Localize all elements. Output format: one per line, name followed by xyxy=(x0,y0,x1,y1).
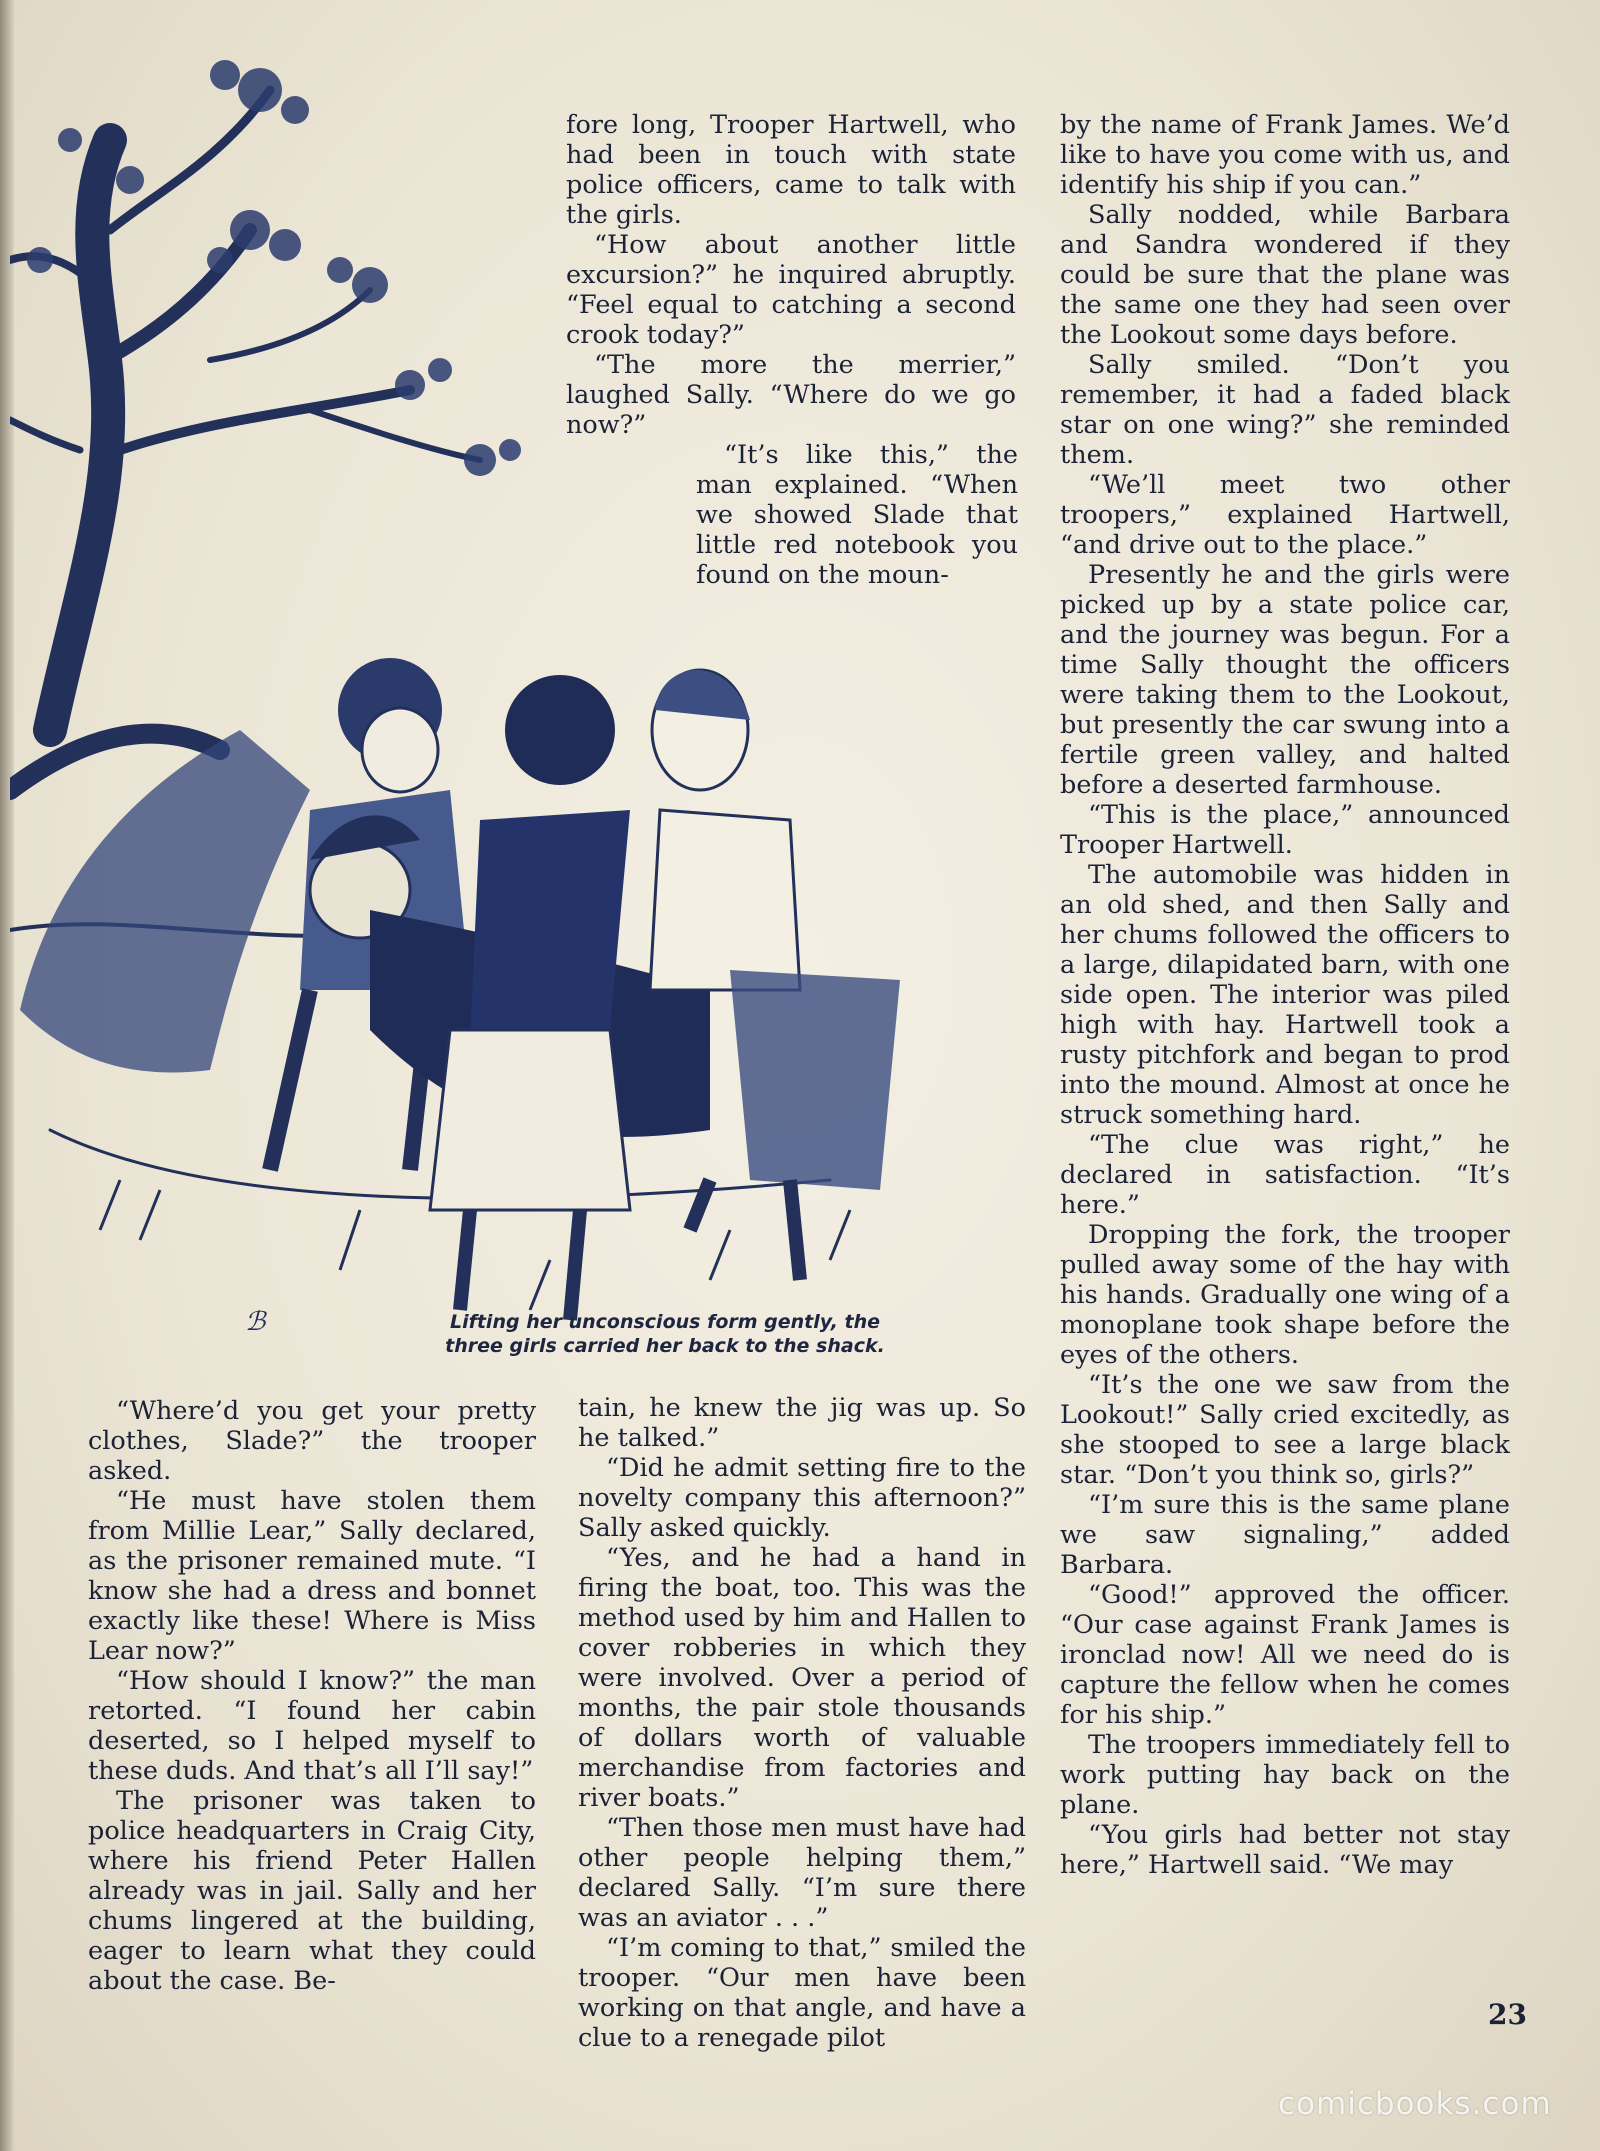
illustration-caption xyxy=(430,1310,900,1358)
paragraph: Sally smiled. “Don’t you remember, it had a faded black star on one wing?” she reminded them. xyxy=(1060,350,1510,470)
girls-figures xyxy=(270,658,900,1320)
paragraph: fore long, Trooper Hartwell, who had been in touch with state police officers, came to talk with the girls. xyxy=(566,110,1016,230)
paragraph: Dropping the fork, the trooper pulled away some of the hay with his hands. Gradually one wing of a monoplane took shape before the eyes of the others. xyxy=(1060,1220,1510,1370)
paragraph: The prisoner was taken to police headquarters in Craig City, where his friend Peter Hallen already was in jail. Sally and her chums lingered at the building, eager to learn what they could about the case. Be- xyxy=(88,1786,536,1996)
paragraph: “It’s like this,” the man explained. “When we showed Slade that little red notebook you found on the moun- xyxy=(696,440,1018,590)
paragraph: “Good!” approved the officer. “Our case against Frank James is ironclad now! All we need do is capture the fellow when he comes for his ship.” xyxy=(1060,1580,1510,1730)
paragraph: “The more the merrier,” laughed Sally. “Where do we go now?” xyxy=(566,350,1016,440)
caption-line-1: Lifting her unconscious form gently, the xyxy=(449,1311,881,1333)
column-mid-middle xyxy=(696,440,1018,590)
paragraph: “You girls had better not stay here,” Hartwell said. “We may xyxy=(1060,1820,1510,1880)
paragraph: “The clue was right,” he declared in satisfaction. “It’s here.” xyxy=(1060,1130,1510,1220)
paragraph: The automobile was hidden in an old shed, and then Sally and her chums followed the officers to a large, dilapidated barn, with one side open. The interior was piled high with hay. Hartwell took a rusty pitchfork and began to prod into the mound. Almost at once he struck something hard. xyxy=(1060,860,1510,1130)
paragraph: “Yes, and he had a hand in firing the boat, too. This was the method used by him and Hallen to cover robberies in which they were involved. Over a period of months, the pair stole thousands of dollars worth of valuable merchandise from factories and river boats.” xyxy=(578,1543,1026,1813)
paragraph: The troopers immediately fell to work putting hay back on the plane. xyxy=(1060,1730,1510,1820)
caption-line-2: three girls carried her back to the shack. xyxy=(445,1335,885,1357)
paragraph: “I’m coming to that,” smiled the trooper. “Our men have been working on that angle, and have a clue to a renegade pilot xyxy=(578,1933,1026,2053)
artist-signature: ℬ xyxy=(245,1307,266,1337)
paragraph: “How should I know?” the man retorted. “I found her cabin deserted, so I helped myself to these duds. And that’s all I’ll say!” xyxy=(88,1666,536,1786)
paragraph: “I’m sure this is the same plane we saw signaling,” added Barbara. xyxy=(1060,1490,1510,1580)
paragraph: “This is the place,” announced Trooper Hartwell. xyxy=(1060,800,1510,860)
column-right xyxy=(1060,110,1510,1880)
column-bottom-middle xyxy=(578,1393,1026,2053)
site-watermark: comicbooks.com xyxy=(1278,2086,1552,2122)
paragraph: “Then those men must have had other people helping them,” declared Sally. “I’m sure there was an aviator . . .” xyxy=(578,1813,1026,1933)
page-number: 23 xyxy=(1488,1998,1527,2031)
paragraph: tain, he knew the jig was up. So he talked.” xyxy=(578,1393,1026,1453)
column-top-middle xyxy=(566,110,1016,440)
column-bottom-left xyxy=(88,1396,536,1996)
paragraph: “How about another little excursion?” he inquired abruptly. “Feel equal to catching a second crook today?” xyxy=(566,230,1016,350)
paragraph: “It’s the one we saw from the Lookout!” Sally cried excitedly, as she stooped to see a large black star. “Don’t you think so, girls?” xyxy=(1060,1370,1510,1490)
paragraph: Sally nodded, while Barbara and Sandra wondered if they could be sure that the plane was the same one they had seen over the Lookout some days before. xyxy=(1060,200,1510,350)
paragraph: “Did he admit setting fire to the novelty company this afternoon?” Sally asked quickly. xyxy=(578,1453,1026,1543)
paragraph: “He must have stolen them from Millie Lear,” Sally declared, as the prisoner remained mute. “I know she had a dress and bonnet exactly like these! Where is Miss Lear now?” xyxy=(88,1486,536,1666)
paragraph: “We’ll meet two other troopers,” explained Hartwell, “and drive out to the place.” xyxy=(1060,470,1510,560)
paragraph: by the name of Frank James. We’d like to have you come with us, and identify his ship if you can.” xyxy=(1060,110,1510,200)
paragraph: Presently he and the girls were picked up by a state police car, and the journey was begun. For a time Sally thought the officers were taking them to the Lookout, but presently the car swung into a fertile green valley, and halted before a deserted farmhouse. xyxy=(1060,560,1510,800)
paragraph: “Where’d you get your pretty clothes, Slade?” the trooper asked. xyxy=(88,1396,536,1486)
